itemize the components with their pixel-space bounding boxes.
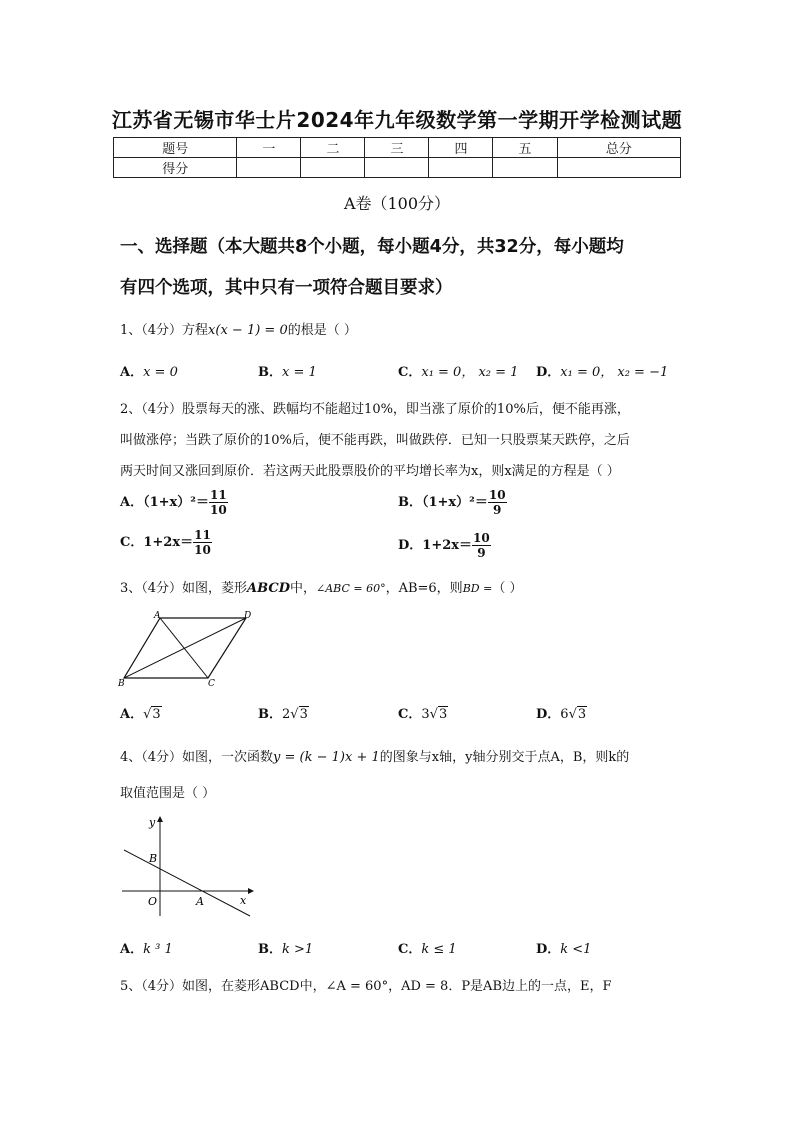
- option-label: C．: [398, 365, 422, 380]
- option-label: A．（1+x）²＝: [120, 495, 209, 510]
- q2-option-a: [120, 488, 228, 517]
- option-value: k ³ 1: [143, 942, 173, 957]
- q2-option-d: [398, 531, 491, 560]
- radicand: 3: [152, 707, 161, 722]
- radicand: 3: [299, 707, 308, 722]
- score-cell-empty: [429, 158, 493, 178]
- q4-option-a: [120, 938, 173, 957]
- q3-suffix: （ ）: [492, 581, 523, 596]
- score-cell: 题号: [114, 138, 237, 158]
- q1-option-d: [536, 361, 668, 380]
- page-title: 江苏省无锡市华士片2024年九年级数学第一学期开学检测试题: [111, 108, 683, 132]
- q3-option-b: B．2√3: [258, 707, 308, 722]
- fraction: [488, 488, 507, 517]
- q3-ab: ，AB=6，则: [385, 581, 463, 596]
- function-line: [124, 850, 250, 916]
- q1-option-b: [258, 361, 317, 380]
- radical-coefficient: 2: [282, 707, 291, 722]
- axis-label-y: y: [149, 816, 156, 829]
- option-label: B．: [258, 365, 282, 380]
- fraction: [193, 528, 212, 557]
- q2-option-b: [398, 488, 507, 517]
- q3-option-a: A．√3: [120, 707, 161, 722]
- score-cell-empty: [493, 158, 557, 178]
- q3-rhombus-figure: [118, 608, 258, 690]
- q3-angle: ∠ABC = 60°: [316, 582, 386, 595]
- score-row-label: 得分: [114, 158, 237, 178]
- q1-suffix: 的根是（ ）: [287, 323, 357, 338]
- option-label: B．（1+x）²＝: [398, 495, 488, 510]
- vertex-label-c: C: [208, 679, 215, 689]
- option-label: A．: [120, 942, 144, 957]
- q2-stem-line1: 2、（4分）股票每天的涨、跌幅均不能超过10%，即当涨了原价的10%后，便不能再涨，: [120, 402, 630, 417]
- fraction: [472, 531, 491, 560]
- option-label: C．1+2x＝: [120, 535, 194, 550]
- option-label: D．: [536, 365, 561, 380]
- q4-prefix: 4、（4分）如图，一次函数: [120, 750, 274, 765]
- option-label: D．: [536, 942, 561, 957]
- point-label-b: B: [149, 852, 158, 865]
- score-cell-empty: [237, 158, 301, 178]
- x-axis-arrow: [248, 888, 254, 894]
- fraction: [209, 488, 228, 517]
- q3-stem: [120, 577, 522, 596]
- q4-stem-line1: [120, 746, 629, 765]
- option-value: x₁ = 0， x₂ = 1: [421, 365, 519, 380]
- q3-mid: 中，: [289, 581, 316, 596]
- origin-label: O: [148, 895, 158, 908]
- vertex-label-d: D: [244, 611, 252, 621]
- q2-stem-line3: 两天时间又涨回到原价．若这两天此股票股价的平均增长率为x，则x满足的方程是（ ）: [120, 464, 620, 479]
- numerator: 11: [209, 488, 227, 502]
- option-value: k <1: [560, 942, 592, 957]
- q1-option-a: [120, 361, 178, 380]
- q4-suffix: 的图象与x轴，y轴分别交于点A，B，则k的: [379, 750, 630, 765]
- numerator: 11: [194, 528, 211, 542]
- q1-equation: x(x − 1) = 0: [208, 323, 288, 338]
- q4-option-b: [258, 938, 313, 957]
- option-value: x₁ = 0， x₂ = −1: [560, 365, 669, 380]
- part1-heading-line1: 一、选择题（本大题共8个小题，每小题4分，共32分，每小题均: [120, 237, 624, 257]
- score-cell: 一: [237, 138, 301, 158]
- score-cell: 五: [493, 138, 557, 158]
- q3-shape-name: ABCD: [247, 581, 290, 596]
- point-label-a: A: [196, 895, 204, 908]
- radicand: 3: [577, 707, 587, 722]
- denominator: 10: [194, 543, 211, 557]
- radicand: 3: [438, 707, 448, 722]
- q5-stem: 5、（4分）如图，在菱形ABCD中，∠A = 60°，AD = 8．P是AB边上的一点，E，F: [120, 979, 612, 994]
- denominator: 10: [209, 503, 227, 517]
- q4-stem-line2: 取值范围是（ ）: [120, 786, 216, 801]
- option-value: k ≤ 1: [421, 942, 457, 957]
- option-label: C．: [398, 942, 422, 957]
- y-axis-arrow: [157, 816, 163, 822]
- score-cell: 二: [301, 138, 365, 158]
- vertex-label-a: A: [154, 611, 161, 621]
- option-label: B．: [258, 707, 282, 722]
- axis-label-x: x: [240, 894, 247, 907]
- q1-option-c: [398, 361, 518, 380]
- score-table-score-row: [114, 158, 681, 178]
- option-value: x = 1: [282, 365, 317, 380]
- section-heading: A卷（100分）: [343, 194, 451, 213]
- part1-heading-line2: 有四个选项，其中只有一项符合题目要求）: [120, 278, 453, 298]
- q1-prefix: 1、（4分）方程: [120, 323, 209, 338]
- q3-prefix: 3、（4分）如图，菱形: [120, 581, 248, 596]
- option-label: B．: [258, 942, 282, 957]
- score-cell: 三: [365, 138, 429, 158]
- q4-option-c: [398, 938, 457, 957]
- option-label: D．: [536, 707, 561, 722]
- q2-option-c: [120, 528, 212, 557]
- numerator: 10: [488, 488, 506, 502]
- score-cell: 四: [429, 138, 493, 158]
- option-value: k >1: [282, 942, 314, 957]
- option-label: A．: [120, 365, 144, 380]
- q1-stem: [120, 319, 357, 338]
- q4-graph-figure: [118, 814, 258, 918]
- option-value: x = 0: [143, 365, 178, 380]
- vertex-label-b: B: [118, 679, 125, 689]
- q4-option-d: [536, 938, 591, 957]
- numerator: 10: [473, 531, 490, 545]
- option-label: C．: [398, 707, 422, 722]
- score-table-header-row: [114, 138, 681, 158]
- denominator: 9: [477, 546, 486, 560]
- q3-option-c: C．3√3: [398, 707, 448, 722]
- score-cell-empty: [301, 158, 365, 178]
- score-table: [113, 137, 681, 178]
- score-cell-empty: [557, 158, 681, 178]
- q4-function: y = (k − 1)x + 1: [273, 750, 380, 765]
- score-cell: 总分: [557, 138, 681, 158]
- denominator: 9: [493, 503, 502, 517]
- option-label: A．: [120, 707, 144, 722]
- option-label: D．1+2x＝: [398, 538, 473, 553]
- radical-coefficient: 3: [421, 707, 430, 722]
- q3-bd: BD =: [462, 582, 493, 595]
- score-cell-empty: [365, 158, 429, 178]
- q2-stem-line2: 叫做涨停；当跌了原价的10%后，便不能再跌，叫做跌停．已知一只股票某天跌停，之后: [120, 433, 630, 448]
- q3-option-d: D．6√3: [536, 707, 587, 722]
- radical-coefficient: 6: [560, 707, 569, 722]
